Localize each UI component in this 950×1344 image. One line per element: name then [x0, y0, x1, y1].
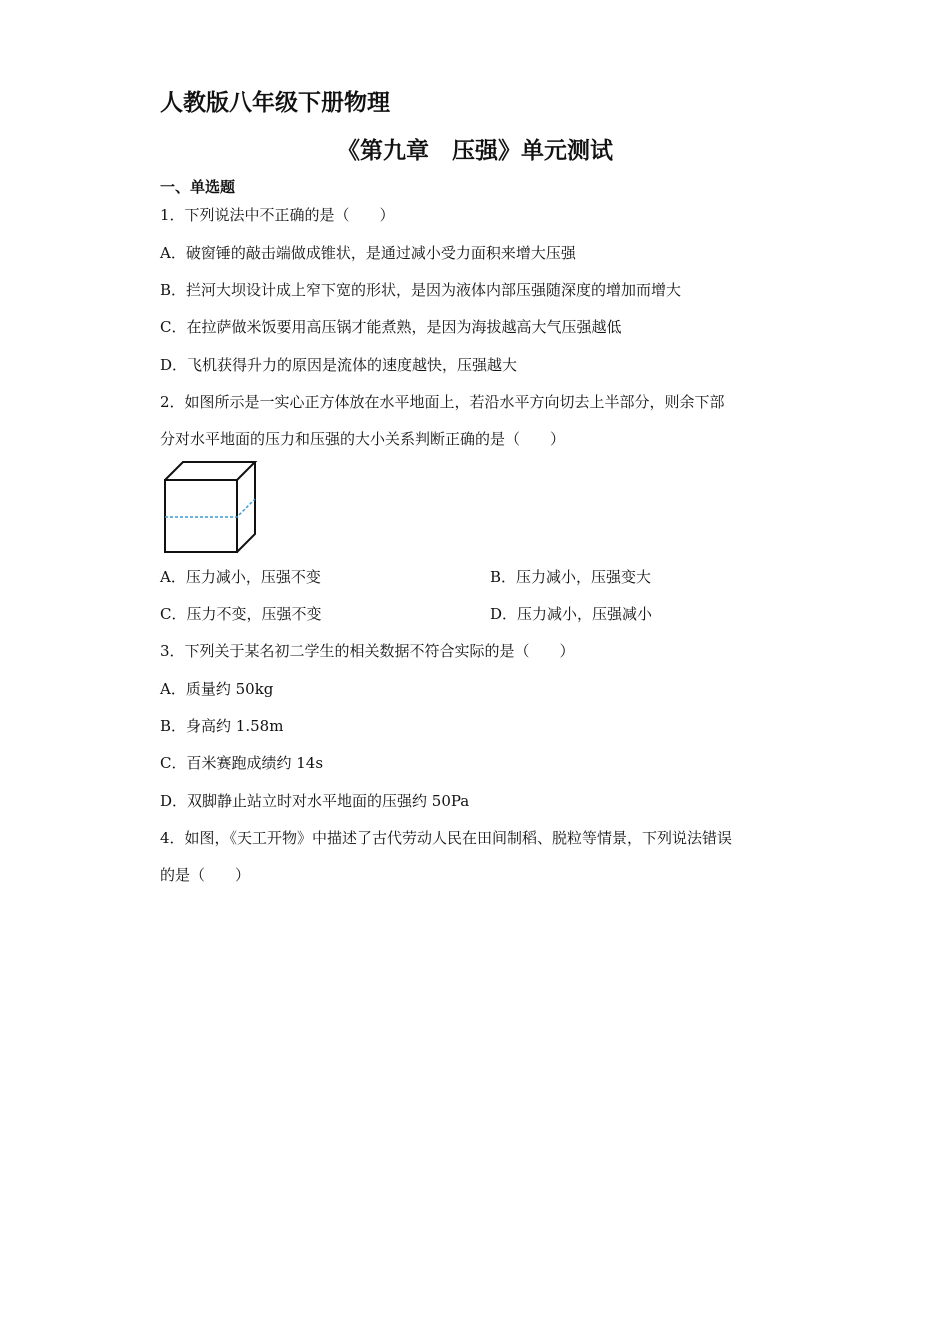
question-1-stem: 1．下列说法中不正确的是（ ） [160, 206, 395, 224]
cube-front-face [165, 480, 237, 552]
question-3-stem: 3．下列关于某名初二学生的相关数据不符合实际的是（ ） [160, 642, 575, 660]
question-1-option-d: D．飞机获得升力的原因是流体的速度越快，压强越大 [160, 356, 518, 374]
document-title: 人教版八年级下册物理 [160, 90, 390, 116]
question-1-option-c: C．在拉萨做米饭要用高压锅才能煮熟，是因为海拔越高大气压强越低 [160, 318, 622, 336]
question-2-option-c: C．压力不变，压强不变 [160, 605, 322, 623]
question-4-stem-line-1: 4．如图，《天工开物》中描述了古代劳动人民在田间制稻、脱粒等情景，下列说法错误 [160, 829, 733, 847]
document-subtitle: 《第九章 压强》单元测试 [337, 138, 613, 164]
question-3-option-a: A．质量约 50kg [160, 680, 274, 698]
cube-figure [160, 458, 260, 556]
question-3-option-b: B．身高约 1.58m [160, 717, 284, 735]
question-2-stem-line-1: 2．如图所示是一实心正方体放在水平地面上，若沿水平方向切去上半部分，则余下部 [160, 393, 725, 411]
cube-top-face [165, 462, 255, 480]
question-4-stem-line-2: 的是（ ） [160, 866, 251, 884]
question-2-option-a: A．压力减小，压强不变 [160, 568, 321, 586]
question-1-option-a: A．破窗锤的敲击端做成锥状，是通过减小受力面积来增大压强 [160, 244, 576, 262]
question-3-option-c: C．百米赛跑成绩约 14s [160, 754, 324, 772]
question-2-option-d: D．压力减小，压强减小 [490, 605, 653, 623]
question-3-option-d: D．双脚静止站立时对水平地面的压强约 50Pa [160, 792, 470, 810]
question-2-option-b: B．压力减小，压强变大 [490, 568, 652, 586]
cut-line [165, 499, 255, 517]
section-heading: 一、单选题 [160, 178, 236, 196]
question-1-option-b: B．拦河大坝设计成上窄下宽的形状，是因为液体内部压强随深度的增加而增大 [160, 281, 682, 299]
question-2-stem-line-2: 分对水平地面的压力和压强的大小关系判断正确的是（ ） [160, 430, 566, 448]
